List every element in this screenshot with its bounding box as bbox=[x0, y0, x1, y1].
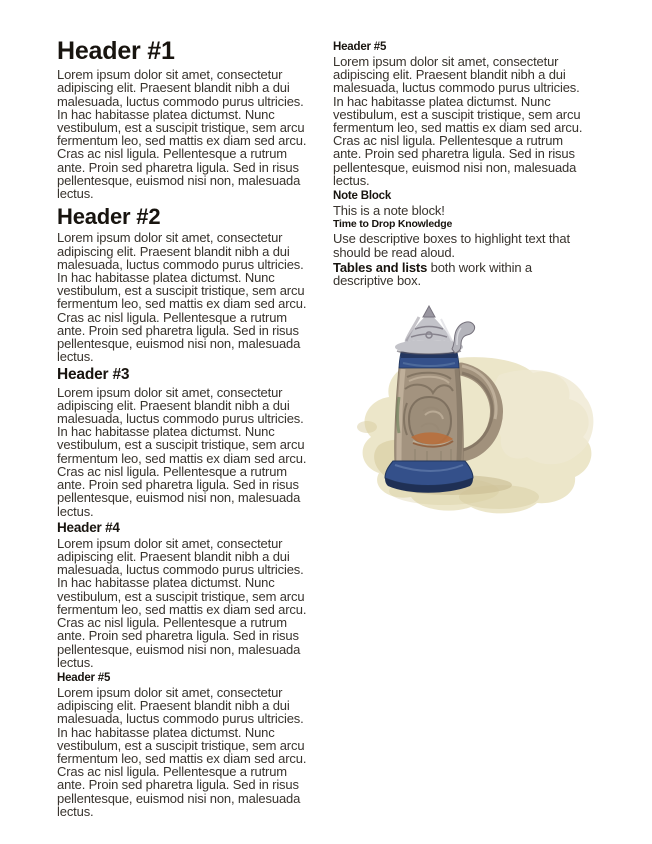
left-column bbox=[57, 38, 311, 820]
heading-3: Header #3 bbox=[57, 366, 130, 384]
body-paragraph: Lorem ipsum dolor sit amet, consectetur adipiscing elit. Praesent blandit nibh a dui malesuada, luctus commodo purus ultricies. In hac habitasse platea dictumst. Nunc vestibulum, est a suscipit tristique, sem arcu fermentum leo, sed mattis ex diam sed arcu. Cras ac nisl ligula. Pellentesque a rutrum ante. Proin sed pharetra ligula. Sed in risus pellentesque, euismod nisi non, malesuada lectus. bbox=[57, 230, 307, 365]
tables-note bbox=[333, 261, 591, 287]
body-paragraph: Lorem ipsum dolor sit amet, consectetur adipiscing elit. Praesent blandit nibh a dui malesuada, luctus commodo purus ultricies. In hac habitasse platea dictumst. Nunc vestibulum, est a suscipit tristique, sem arcu fermentum leo, sed mattis ex diam sed arcu. Cras ac nisl ligula. Pellentesque a rutrum ante. Proin sed pharetra ligula. Sed in risus pellentesque, euismod nisi non, malesuada lectus. bbox=[333, 54, 583, 188]
heading-1: Header #1 bbox=[57, 37, 175, 65]
watercolor-wash-light bbox=[492, 370, 594, 464]
note-block-text: This is a note block! bbox=[333, 203, 445, 219]
thumb-lever bbox=[452, 322, 475, 353]
body-paragraph: Lorem ipsum dolor sit amet, consectetur adipiscing elit. Praesent blandit nibh a dui malesuada, luctus commodo purus ultricies. In hac habitasse platea dictumst. Nunc vestibulum, est a suscipit tristique, sem arcu fermentum leo, sed mattis ex diam sed arcu. Cras ac nisl ligula. Pellentesque a rutrum ante. Proin sed pharetra ligula. Sed in risus pellentesque, euismod nisi non, malesuada lectus. bbox=[57, 384, 307, 519]
heading-5: Header #5 bbox=[333, 41, 387, 53]
tables-note-bold: Tables and lists bbox=[333, 259, 428, 275]
green-accent bbox=[398, 397, 400, 433]
watercolor-splotch bbox=[357, 421, 377, 433]
knowledge-text: Use descriptive boxes to highlight text that should be read aloud. bbox=[333, 231, 570, 260]
beer-stein-illustration bbox=[349, 305, 607, 519]
body-paragraph: Lorem ipsum dolor sit amet, consectetur adipiscing elit. Praesent blandit nibh a dui malesuada, luctus commodo purus ultricies. In hac habitasse platea dictumst. Nunc vestibulum, est a suscipit tristique, sem arcu fermentum leo, sed mattis ex diam sed arcu. Cras ac nisl ligula. Pellentesque a rutrum ante. Proin sed pharetra ligula. Sed in risus pellentesque, euismod nisi non, malesuada lectus. bbox=[57, 67, 307, 202]
heading-4: Header #4 bbox=[57, 519, 120, 535]
knowledge-title: Time to Drop Knowledge bbox=[333, 218, 453, 231]
stein-base bbox=[385, 461, 473, 486]
tables-note-rest: both work within a descriptive box. bbox=[333, 259, 532, 288]
lid-finial bbox=[423, 306, 435, 317]
heading-2: Header #2 bbox=[57, 204, 161, 230]
stein-body-shade bbox=[457, 369, 460, 461]
heading-5: Header #5 bbox=[57, 671, 111, 684]
right-column bbox=[333, 38, 591, 519]
body-paragraph: Lorem ipsum dolor sit amet, consectetur adipiscing elit. Praesent blandit nibh a dui malesuada, luctus commodo purus ultricies. In hac habitasse platea dictumst. Nunc vestibulum, est a suscipit tristique, sem arcu fermentum leo, sed mattis ex diam sed arcu. Cras ac nisl ligula. Pellentesque a rutrum ante. Proin sed pharetra ligula. Sed in risus pellentesque, euismod nisi non, malesuada lectus. bbox=[57, 684, 307, 819]
body-paragraph: Lorem ipsum dolor sit amet, consectetur adipiscing elit. Praesent blandit nibh a dui malesuada, luctus commodo purus ultricies. In hac habitasse platea dictumst. Nunc vestibulum, est a suscipit tristique, sem arcu fermentum leo, sed mattis ex diam sed arcu. Cras ac nisl ligula. Pellentesque a rutrum ante. Proin sed pharetra ligula. Sed in risus pellentesque, euismod nisi non, malesuada lectus. bbox=[57, 535, 307, 670]
note-block-title: Note Block bbox=[333, 190, 392, 203]
